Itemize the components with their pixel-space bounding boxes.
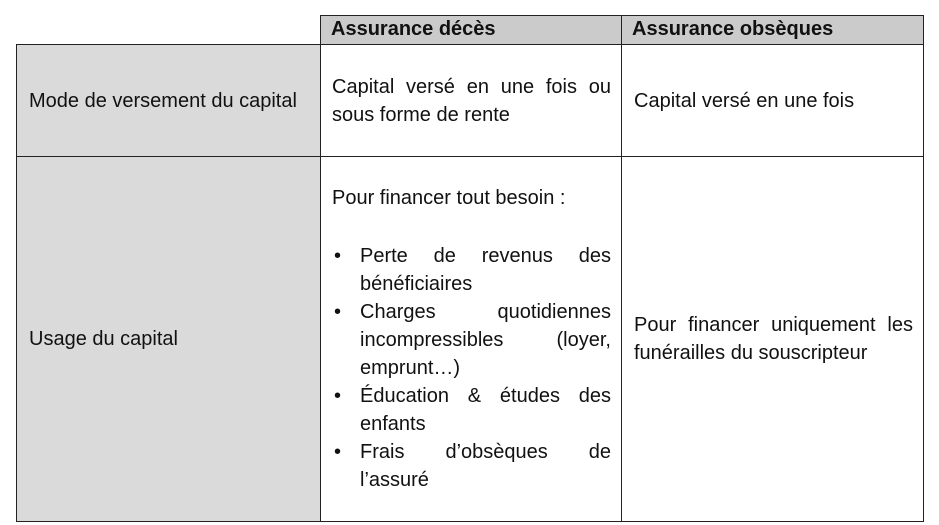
- header-assurance-obseques: Assurance obsèques: [621, 15, 924, 45]
- row-label-text: Usage du capital: [29, 328, 178, 350]
- bullet-item: • Frais d’obsèques de l’assuré: [332, 438, 611, 494]
- intro-text: Pour financer tout besoin :: [332, 187, 566, 209]
- cell-deces-mode: [320, 44, 622, 157]
- cell-deces-usage: [320, 156, 622, 522]
- cell-text: Capital versé en une fois ou sous forme de rente: [332, 75, 611, 126]
- cell-text: Pour financer uniquement les funérailles du souscripteur: [634, 314, 913, 364]
- cell-obseques-usage: [621, 156, 924, 522]
- bullet-item: • Charges quotidiennes incompressibles (loyer, emprunt…): [332, 298, 611, 382]
- row-label-mode-versement: [16, 44, 321, 157]
- row-label-text: Mode de versement du capital: [29, 89, 297, 112]
- row-label-usage: [16, 156, 321, 522]
- cell-text: Capital versé en une fois: [634, 89, 855, 112]
- header-assurance-deces: Assurance décès: [320, 15, 622, 45]
- cell-obseques-mode: [621, 44, 924, 157]
- bullet-item: • Perte de revenus des bénéficiaires: [332, 242, 611, 298]
- bullet-list: [332, 242, 611, 494]
- bullet-item: • Éducation & études des enfants: [332, 382, 611, 438]
